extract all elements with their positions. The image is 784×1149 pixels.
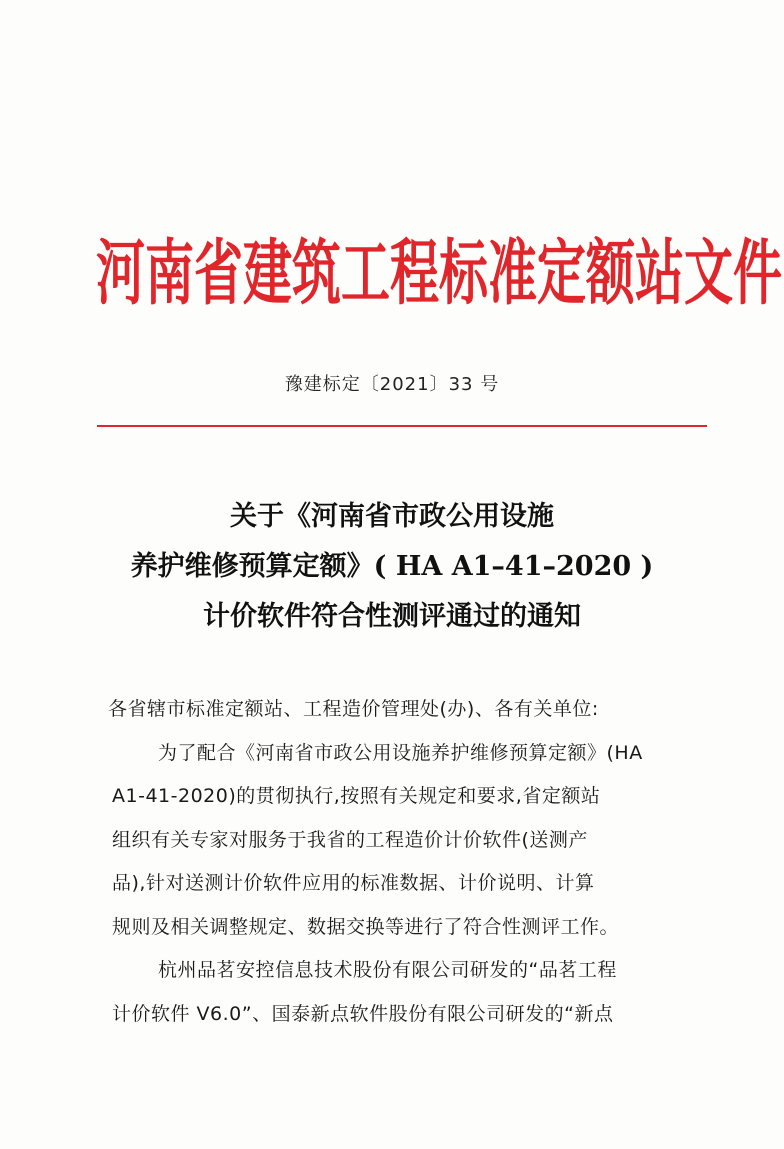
notice-title-line-3: 计价软件符合性测评通过的通知 xyxy=(203,601,581,632)
notice-body xyxy=(108,688,692,1036)
paragraph-1-line-1: 为了配合《河南省市政公用设施养护维修预算定额》(HA xyxy=(158,741,643,764)
paragraph-2-line-1: 杭州品茗安控信息技术股份有限公司研发的“品茗工程 xyxy=(158,959,617,981)
paragraph-1-line-2: A1-41-2020)的贯彻执行,按照有关规定和要求,省定额站 xyxy=(112,785,601,807)
paragraph-1-line-3: 组织有关专家对服务于我省的工程造价计价软件(送测产 xyxy=(112,828,588,851)
salutation: 各省辖市标准定额站、工程造价管理处(办)、各有关单位: xyxy=(108,698,599,720)
notice-title xyxy=(0,492,784,642)
red-divider-line xyxy=(97,425,707,427)
paragraph-1-line-4: 品),针对送测计价软件应用的标准数据、计价说明、计算 xyxy=(112,872,595,894)
agency-header-title: 河南省建筑工程标准定额站文件 xyxy=(96,230,783,316)
notice-title-line-1: 关于《河南省市政公用设施 xyxy=(230,501,554,532)
paragraph-1-line-5: 规则及相关调整规定、数据交换等进行了符合性测评工作。 xyxy=(112,915,620,938)
notice-title-line-2: 养护维修预算定额》( HA A1–41–2020 ) xyxy=(130,551,654,582)
paragraph-2-line-2: 计价软件 V6.0”、国泰新点软件股份有限公司研发的“新点 xyxy=(112,1002,614,1025)
document-number: 豫建标定〔2021〕33 号 xyxy=(284,374,500,395)
